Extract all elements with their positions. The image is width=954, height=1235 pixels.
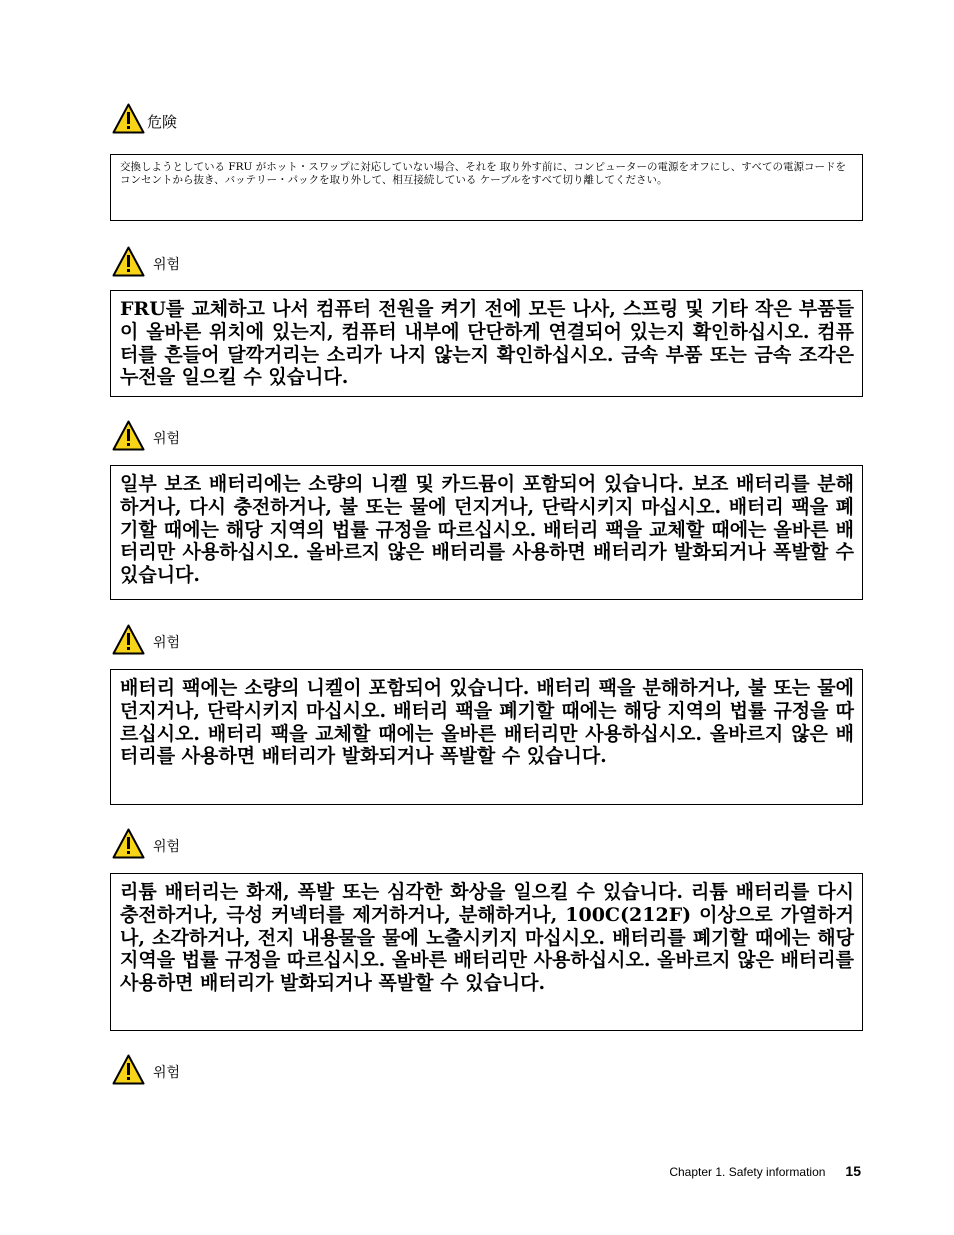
notice-box-1 <box>110 290 863 397</box>
notice-label: 위험 <box>153 635 181 651</box>
notice-text: 交換しようとしている FRU がホット・スワップに対応していない場合、それを 取り外す前に、コンピューターの電源をオフにし、すべての電源コードを コンセントから抜き、バッテリー・パックを取り外して、相互接続している ケーブルをすべて切り離してください。 <box>120 161 847 187</box>
notice-text: FRU를 교체하고 나서 컴퓨터 전원을 켜기 전에 모든 나사, 스프링 및 기타 작은 부품들이 올바른 위치에 있는지, 컴퓨터 내부에 단단하게 연결되어 있는지 확인하십시오. 컴퓨터를 흔들어 달깍거리는 소리가 나지 않는지 확인하십시오. 금속 부품 또는 금속 조각은 누전을 일으킬 수 있습니다. <box>120 298 854 389</box>
notice-label: 危険 <box>147 113 178 131</box>
page-footer <box>669 1163 861 1179</box>
notice-header-0 <box>112 101 177 135</box>
warning-triangle-icon <box>112 103 145 134</box>
notice-box-3 <box>110 669 863 805</box>
warning-triangle-icon <box>112 246 145 277</box>
warning-triangle-icon <box>112 420 145 451</box>
notice-box-0 <box>110 154 863 221</box>
notice-text: 일부 보조 배터리에는 소량의 니켈 및 카드뮴이 포함되어 있습니다. 보조 배터리를 분해하거나, 다시 충전하거나, 불 또는 물에 던지거나, 단락시키지 마십시오. 배터리 팩을 폐기할 때에는 해당 지역의 법률 규정을 따르십시오. 배터리 팩을 교체할 때에는 올바른 배터리만 사용하십시오. 올바르지 않은 배터리를 사용하면 배터리가 발화되거나 폭발할 수 있습니다. <box>120 473 854 587</box>
notice-header-4 <box>112 826 180 860</box>
notice-label: 위험 <box>153 1065 181 1081</box>
notice-label: 위험 <box>153 431 181 447</box>
warning-triangle-icon <box>112 1054 145 1085</box>
notice-header-3 <box>112 622 180 656</box>
notice-text: 리튬 배터리는 화재, 폭발 또는 심각한 화상을 일으킬 수 있습니다. 리튬 배터리를 다시 충전하거나, 극성 커넥터를 제거하거나, 분해하거나, 100C(212F) 이상으로 가열하거나, 소각하거나, 전지 내용물을 물에 노출시키지 마십시오. 배터리를 폐기할 때에는 해당 지역을 법률 규정을 따르십시오. 올바른 배터리만 사용하십시오. 올바르지 않은 배터리를 사용하면 배터리가 발화되거나 폭발할 수 있습니다. <box>120 881 854 995</box>
notice-box-4 <box>110 873 863 1031</box>
notice-label: 위험 <box>153 839 181 855</box>
warning-triangle-icon <box>112 624 145 655</box>
chapter-title: Chapter 1. Safety information <box>669 1165 826 1179</box>
notice-text: 배터리 팩에는 소량의 니켈이 포함되어 있습니다. 배터리 팩을 분해하거나, 불 또는 물에 던지거나, 단락시키지 마십시오. 배터리 팩을 폐기할 때에는 해당 지역의 법률 규정을 따르십시오. 배터리 팩을 교체할 때에는 올바른 배터리만 사용하십시오. 올바르지 않은 배터리를 사용하면 배터리가 발화되거나 폭발할 수 있습니다. <box>120 677 854 768</box>
warning-triangle-icon <box>112 828 145 859</box>
notice-header-5 <box>112 1052 180 1086</box>
notice-label: 위험 <box>153 257 181 273</box>
notice-header-2 <box>112 418 180 452</box>
notice-box-2 <box>110 465 863 600</box>
page-number: 15 <box>845 1163 861 1179</box>
notice-header-1 <box>112 244 180 278</box>
